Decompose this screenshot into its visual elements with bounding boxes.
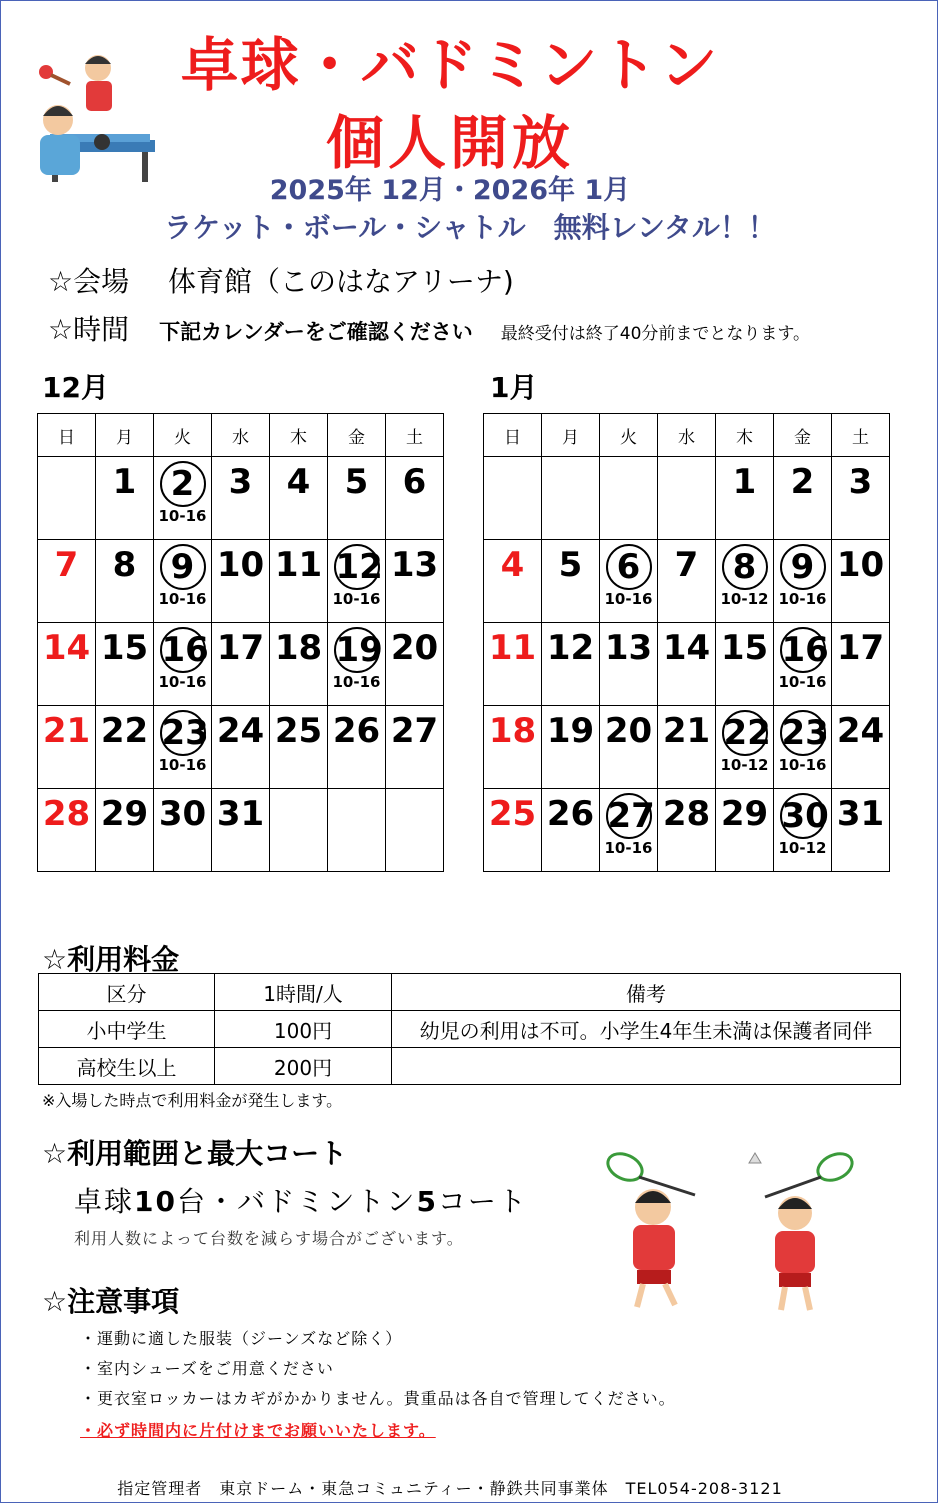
day-cell	[38, 623, 96, 706]
day-number: 6	[402, 462, 427, 502]
day-number: 3	[228, 462, 253, 502]
day-cell	[212, 623, 270, 706]
day-cell	[386, 706, 444, 789]
courts-title: ☆利用範囲と最大コート	[42, 1137, 348, 1170]
day-number: 26	[546, 794, 595, 834]
weekday-header: 日	[38, 414, 96, 457]
day-number: 5	[558, 545, 583, 585]
weekday-header: 水	[658, 414, 716, 457]
open-day-number: 2	[160, 461, 206, 507]
day-cell	[270, 706, 328, 789]
fee-cell: 小中学生	[39, 1011, 215, 1048]
day-cell	[600, 623, 658, 706]
day-number: 2	[790, 462, 815, 502]
day-cell	[386, 540, 444, 623]
fee-row	[39, 1048, 901, 1085]
open-hours: 10-16	[604, 839, 653, 857]
open-hours: 10-16	[332, 590, 381, 608]
weekday-header: 水	[212, 414, 270, 457]
weekday-header: 火	[600, 414, 658, 457]
open-hours: 10-16	[778, 756, 827, 774]
venue-line	[48, 260, 514, 300]
day-number: 21	[42, 711, 91, 751]
day-cell	[600, 540, 658, 623]
day-number: 10	[836, 545, 885, 585]
day-number: 31	[836, 794, 885, 834]
day-cell	[832, 457, 890, 540]
day-number: 19	[546, 711, 595, 751]
day-cell	[96, 789, 154, 872]
week-row	[38, 706, 444, 789]
day-number: 13	[390, 545, 439, 585]
caution-item: ・更衣室ロッカーはカギがかかりません。貴重品は各自で管理してください。	[80, 1389, 676, 1408]
week-row	[484, 540, 890, 623]
day-number: 4	[286, 462, 311, 502]
day-number: 27	[390, 711, 439, 751]
weekday-header: 月	[542, 414, 600, 457]
weekday-header: 土	[386, 414, 444, 457]
day-number: 15	[720, 628, 769, 668]
day-cell	[658, 789, 716, 872]
day-number: 17	[836, 628, 885, 668]
day-number: 29	[100, 794, 149, 834]
week-row	[38, 540, 444, 623]
cautions-title: ☆注意事項	[42, 1285, 180, 1318]
day-cell	[542, 789, 600, 872]
day-cell	[774, 789, 832, 872]
open-day-number: 9	[160, 544, 206, 590]
day-number: 25	[488, 794, 537, 834]
open-day-number: 12	[334, 544, 380, 590]
empty-day-cell	[270, 789, 328, 872]
open-day-number: 30	[780, 793, 826, 839]
footer-text: 指定管理者 東京ドーム・東急コミュニティー・静鉄共同事業体 TEL054-208-3121	[117, 1479, 783, 1498]
day-cell	[832, 706, 890, 789]
time-line	[48, 308, 810, 348]
day-cell	[270, 623, 328, 706]
empty-day-cell	[542, 457, 600, 540]
open-hours: 10-16	[158, 590, 207, 608]
day-number: 24	[836, 711, 885, 751]
empty-day-cell	[484, 457, 542, 540]
day-number: 21	[662, 711, 711, 751]
week-row	[38, 789, 444, 872]
day-number: 31	[216, 794, 265, 834]
weekday-header: 金	[774, 414, 832, 457]
fee-note: ※入場した時点で利用料金が発生します。	[42, 1091, 343, 1110]
week-row	[484, 789, 890, 872]
day-cell	[832, 623, 890, 706]
fee-cell: 100円	[215, 1011, 392, 1048]
day-cell	[658, 706, 716, 789]
day-number: 11	[488, 628, 537, 668]
day-number: 24	[216, 711, 265, 751]
open-hours: 10-12	[720, 590, 769, 608]
day-number: 20	[604, 711, 653, 751]
fees-title: ☆利用料金	[42, 943, 180, 976]
weekday-header: 木	[270, 414, 328, 457]
open-day-number: 16	[780, 627, 826, 673]
day-cell	[484, 540, 542, 623]
time-label: ☆時間	[48, 313, 130, 346]
day-cell	[212, 706, 270, 789]
day-cell	[832, 789, 890, 872]
day-number: 28	[662, 794, 711, 834]
calendar-january	[483, 413, 890, 872]
caution-item: ・運動に適した服装（ジーンズなど除く）	[80, 1329, 403, 1348]
day-cell	[716, 540, 774, 623]
day-cell	[774, 706, 832, 789]
empty-day-cell	[328, 789, 386, 872]
day-cell	[38, 540, 96, 623]
open-hours: 10-12	[778, 839, 827, 857]
day-number: 25	[274, 711, 323, 751]
fee-header: 区分	[39, 974, 215, 1011]
fee-table	[38, 973, 901, 1085]
day-cell	[96, 706, 154, 789]
open-day-number: 19	[334, 627, 380, 673]
day-cell	[600, 706, 658, 789]
weekday-header-row	[484, 414, 890, 457]
day-number: 28	[42, 794, 91, 834]
day-number: 13	[604, 628, 653, 668]
time-text: 下記カレンダーをご確認ください	[159, 320, 473, 344]
open-hours: 10-16	[778, 673, 827, 691]
day-cell	[212, 789, 270, 872]
fee-cell: 幼児の利用は不可。小学生4年生未満は保護者同伴	[392, 1011, 901, 1048]
day-number: 3	[848, 462, 873, 502]
day-cell	[484, 623, 542, 706]
day-number: 18	[274, 628, 323, 668]
day-cell	[658, 623, 716, 706]
day-cell	[542, 706, 600, 789]
day-number: 22	[100, 711, 149, 751]
venue-label: ☆会場	[48, 265, 130, 298]
rental-text: ラケット・ボール・シャトル 無料レンタル！！	[164, 211, 776, 244]
day-number: 18	[488, 711, 537, 751]
day-cell	[96, 623, 154, 706]
day-number: 30	[158, 794, 207, 834]
day-cell	[96, 457, 154, 540]
day-cell	[542, 623, 600, 706]
day-cell	[212, 540, 270, 623]
week-row	[484, 706, 890, 789]
day-cell	[658, 540, 716, 623]
open-day-number: 8	[722, 544, 768, 590]
fee-cell	[392, 1048, 901, 1085]
open-day-number: 6	[606, 544, 652, 590]
day-cell	[774, 540, 832, 623]
day-cell	[774, 623, 832, 706]
fee-cell: 200円	[215, 1048, 392, 1085]
month-label-dec: 12月	[42, 371, 109, 404]
open-hours: 10-16	[778, 590, 827, 608]
day-number: 7	[674, 545, 699, 585]
day-cell	[270, 540, 328, 623]
day-cell	[600, 789, 658, 872]
day-cell	[328, 457, 386, 540]
open-day-number: 23	[780, 710, 826, 756]
open-hours: 10-16	[604, 590, 653, 608]
month-label-jan: 1月	[490, 371, 538, 404]
weekday-header: 火	[154, 414, 212, 457]
day-cell	[542, 540, 600, 623]
day-number: 14	[42, 628, 91, 668]
courts-note: 利用人数によって台数を減らす場合がございます。	[74, 1229, 464, 1248]
week-row	[38, 457, 444, 540]
day-cell	[154, 623, 212, 706]
open-hours: 10-16	[158, 673, 207, 691]
day-number: 11	[274, 545, 323, 585]
open-hours: 10-12	[720, 756, 769, 774]
open-day-number: 27	[606, 793, 652, 839]
day-cell	[328, 706, 386, 789]
week-row	[484, 623, 890, 706]
calendar-december	[37, 413, 444, 872]
open-day-number: 9	[780, 544, 826, 590]
open-day-number: 16	[160, 627, 206, 673]
fee-header-row	[39, 974, 901, 1011]
day-cell	[154, 457, 212, 540]
open-hours: 10-16	[332, 673, 381, 691]
time-note: 最終受付は終了40分前までとなります。	[500, 324, 811, 344]
day-cell	[716, 623, 774, 706]
day-number: 10	[216, 545, 265, 585]
day-number: 29	[720, 794, 769, 834]
day-number: 1	[732, 462, 757, 502]
open-hours: 10-16	[158, 756, 207, 774]
day-cell	[484, 706, 542, 789]
page-title: 卓球・バドミントン	[180, 31, 720, 99]
caution-item: ・室内シューズをご用意ください	[80, 1359, 334, 1378]
day-cell	[386, 623, 444, 706]
day-number: 14	[662, 628, 711, 668]
empty-day-cell	[386, 789, 444, 872]
day-cell	[96, 540, 154, 623]
day-cell	[328, 540, 386, 623]
day-number: 1	[112, 462, 137, 502]
fee-cell: 高校生以上	[39, 1048, 215, 1085]
day-cell	[484, 789, 542, 872]
caution-important: ・必ず時間内に片付けまでお願いいたします。	[80, 1421, 436, 1440]
fee-row	[39, 1011, 901, 1048]
open-day-number: 22	[722, 710, 768, 756]
day-number: 8	[112, 545, 137, 585]
day-cell	[716, 457, 774, 540]
day-number: 20	[390, 628, 439, 668]
weekday-header: 日	[484, 414, 542, 457]
day-number: 7	[54, 545, 79, 585]
day-cell	[328, 623, 386, 706]
fee-header: 備考	[392, 974, 901, 1011]
empty-day-cell	[38, 457, 96, 540]
week-row	[484, 457, 890, 540]
day-number: 12	[546, 628, 595, 668]
day-cell	[716, 789, 774, 872]
period-text: 2025年 12月・2026年 1月	[269, 175, 631, 206]
courts-text: 卓球10台・バドミントン5コート	[74, 1185, 528, 1218]
fee-header: 1時間/人	[215, 974, 392, 1011]
weekday-header: 木	[716, 414, 774, 457]
venue-text: 体育館（このはなアリーナ)	[168, 265, 514, 298]
day-number: 5	[344, 462, 369, 502]
empty-day-cell	[658, 457, 716, 540]
open-day-number: 23	[160, 710, 206, 756]
week-row	[38, 623, 444, 706]
open-hours: 10-16	[158, 507, 207, 525]
weekday-header: 金	[328, 414, 386, 457]
day-cell	[832, 540, 890, 623]
day-cell	[38, 706, 96, 789]
day-cell	[38, 789, 96, 872]
day-cell	[386, 457, 444, 540]
weekday-header-row	[38, 414, 444, 457]
page-subtitle: 個人開放	[325, 109, 574, 177]
day-number: 17	[216, 628, 265, 668]
day-number: 15	[100, 628, 149, 668]
day-cell	[774, 457, 832, 540]
weekday-header: 土	[832, 414, 890, 457]
day-cell	[716, 706, 774, 789]
empty-day-cell	[600, 457, 658, 540]
weekday-header: 月	[96, 414, 154, 457]
badminton-illustration	[595, 1145, 870, 1320]
day-number: 4	[500, 545, 525, 585]
day-cell	[154, 789, 212, 872]
day-cell	[270, 457, 328, 540]
day-cell	[212, 457, 270, 540]
day-cell	[154, 706, 212, 789]
day-number: 26	[332, 711, 381, 751]
day-cell	[154, 540, 212, 623]
